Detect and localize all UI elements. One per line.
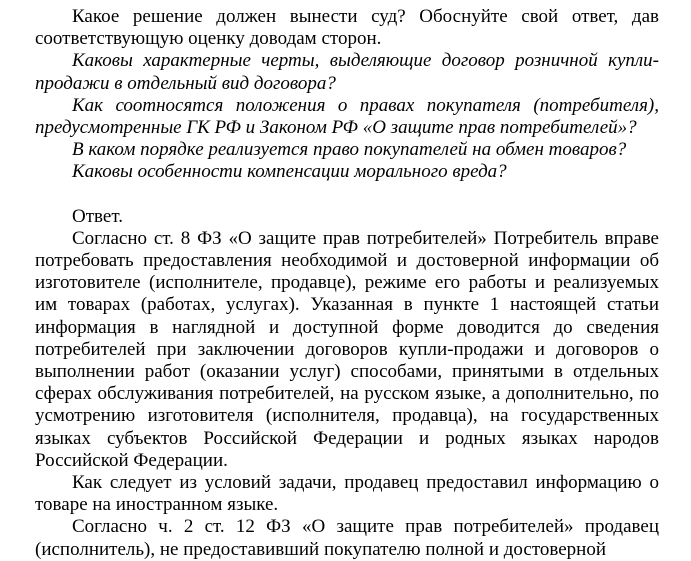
question-2: Каковы характерные черты, выделяющие договор розничной купли-продажи в отдельный вид договора? xyxy=(35,50,659,94)
answer-paragraph-3: Согласно ч. 2 ст. 12 ФЗ «О защите прав потребителей» продавец (исполнитель), не предоставивший покупателю полной и достоверной xyxy=(35,516,659,560)
question-3: Как соотносятся положения о правах покупателя (потребителя), предусмотренные ГК РФ и Законом РФ «О защите прав потребителей»? xyxy=(35,94,659,139)
blank-line xyxy=(35,184,659,206)
question-1: Какое решение должен вынести суд? Обоснуйте свой ответ, дав соответствующую оценку доводам сторон. xyxy=(35,6,659,50)
answer-paragraph-1: Согласно ст. 8 ФЗ «О защите прав потребителей» Потребитель вправе потребовать предоставления необходимой и достоверной информации об изготовителе (исполнителе, продавце), режиме его работы и реализуемых им товарах (работах, услугах). Указанная в пункте 1 настоящей статьи информация в наглядной и доступной форме доводится до сведения потребителей при заключении договоров купли-продажи и договоров о выполнении работ (оказании услуг) способами, принятыми в отдельных сферах обслуживания потребителей, на русском языке, а дополнительно, по усмотрению изготовителя (исполнителя, продавца), на государственных языках субъектов Российской Федерации и родных языках народов Российской Федерации. xyxy=(35,227,659,471)
question-5: Каковы особенности компенсации морального вреда? xyxy=(72,161,507,183)
document-page xyxy=(35,0,659,561)
answer-paragraph-2: Как следует из условий задачи, продавец предоставил информацию о товаре на иностранном языке. xyxy=(35,472,659,516)
question-4: В каком порядке реализуется право покупателей на обмен товаров? xyxy=(72,139,627,161)
answer-heading: Ответ. xyxy=(72,205,123,227)
